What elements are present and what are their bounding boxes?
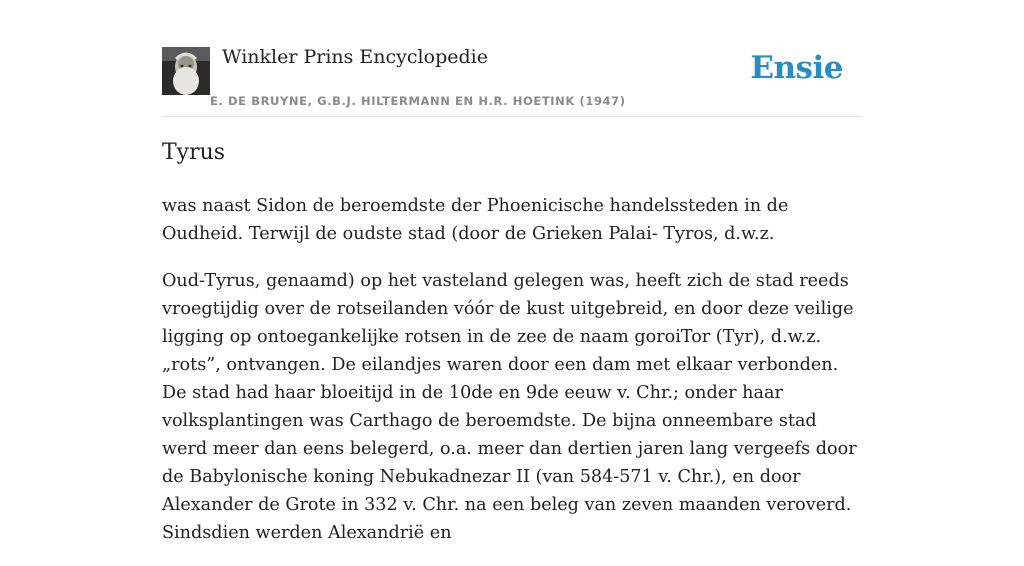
author-avatar[interactable]: [162, 47, 210, 95]
portrait-icon: [162, 47, 210, 95]
site-title[interactable]: Winkler Prins Encyclopedie: [222, 46, 488, 68]
site-header: [162, 44, 862, 117]
authors-line: E. DE BRUYNE, G.B.J. HILTERMANN EN H.R. HOETINK (1947): [210, 94, 626, 108]
article-body: [162, 192, 862, 566]
article-title: Tyrus: [162, 140, 226, 165]
paragraph: was naast Sidon de beroemdste der Phoenicische handelssteden in de Oudheid. Terwijl de oudste stad (door de Grieken Palai- Tyros, d.w.z.: [162, 196, 789, 244]
paragraph: Oud-Tyrus, genaamd) op het vasteland gelegen was, heeft zich de stad reeds vroegtijdig over de rotseilanden vóór de kust uitgebreid, en door deze veilige ligging op ontoegankelijke rotsen in de zee de naam goroiTor (Tyr), d.w.z. „rots”, ontvangen. De eilandjes waren door een dam met elkaar verbonden. De stad had haar bloeitijd in de 10de en 9de eeuw v. Chr.; onder haar volksplantingen was Carthago de beroemdste. De bijna onneembare stad werd meer dan eens belegerd, o.a. meer dan dertien jaren lang vergeefs door de Babylonische koning Nebukadnezar II (van 584-571 v. Chr.), en door Alexander de Grote in 332 v. Chr. na een beleg van zeven maanden veroverd. Sindsdien werden Alexandrië en: [162, 271, 857, 543]
ensie-logo[interactable]: Ensie: [750, 50, 843, 86]
